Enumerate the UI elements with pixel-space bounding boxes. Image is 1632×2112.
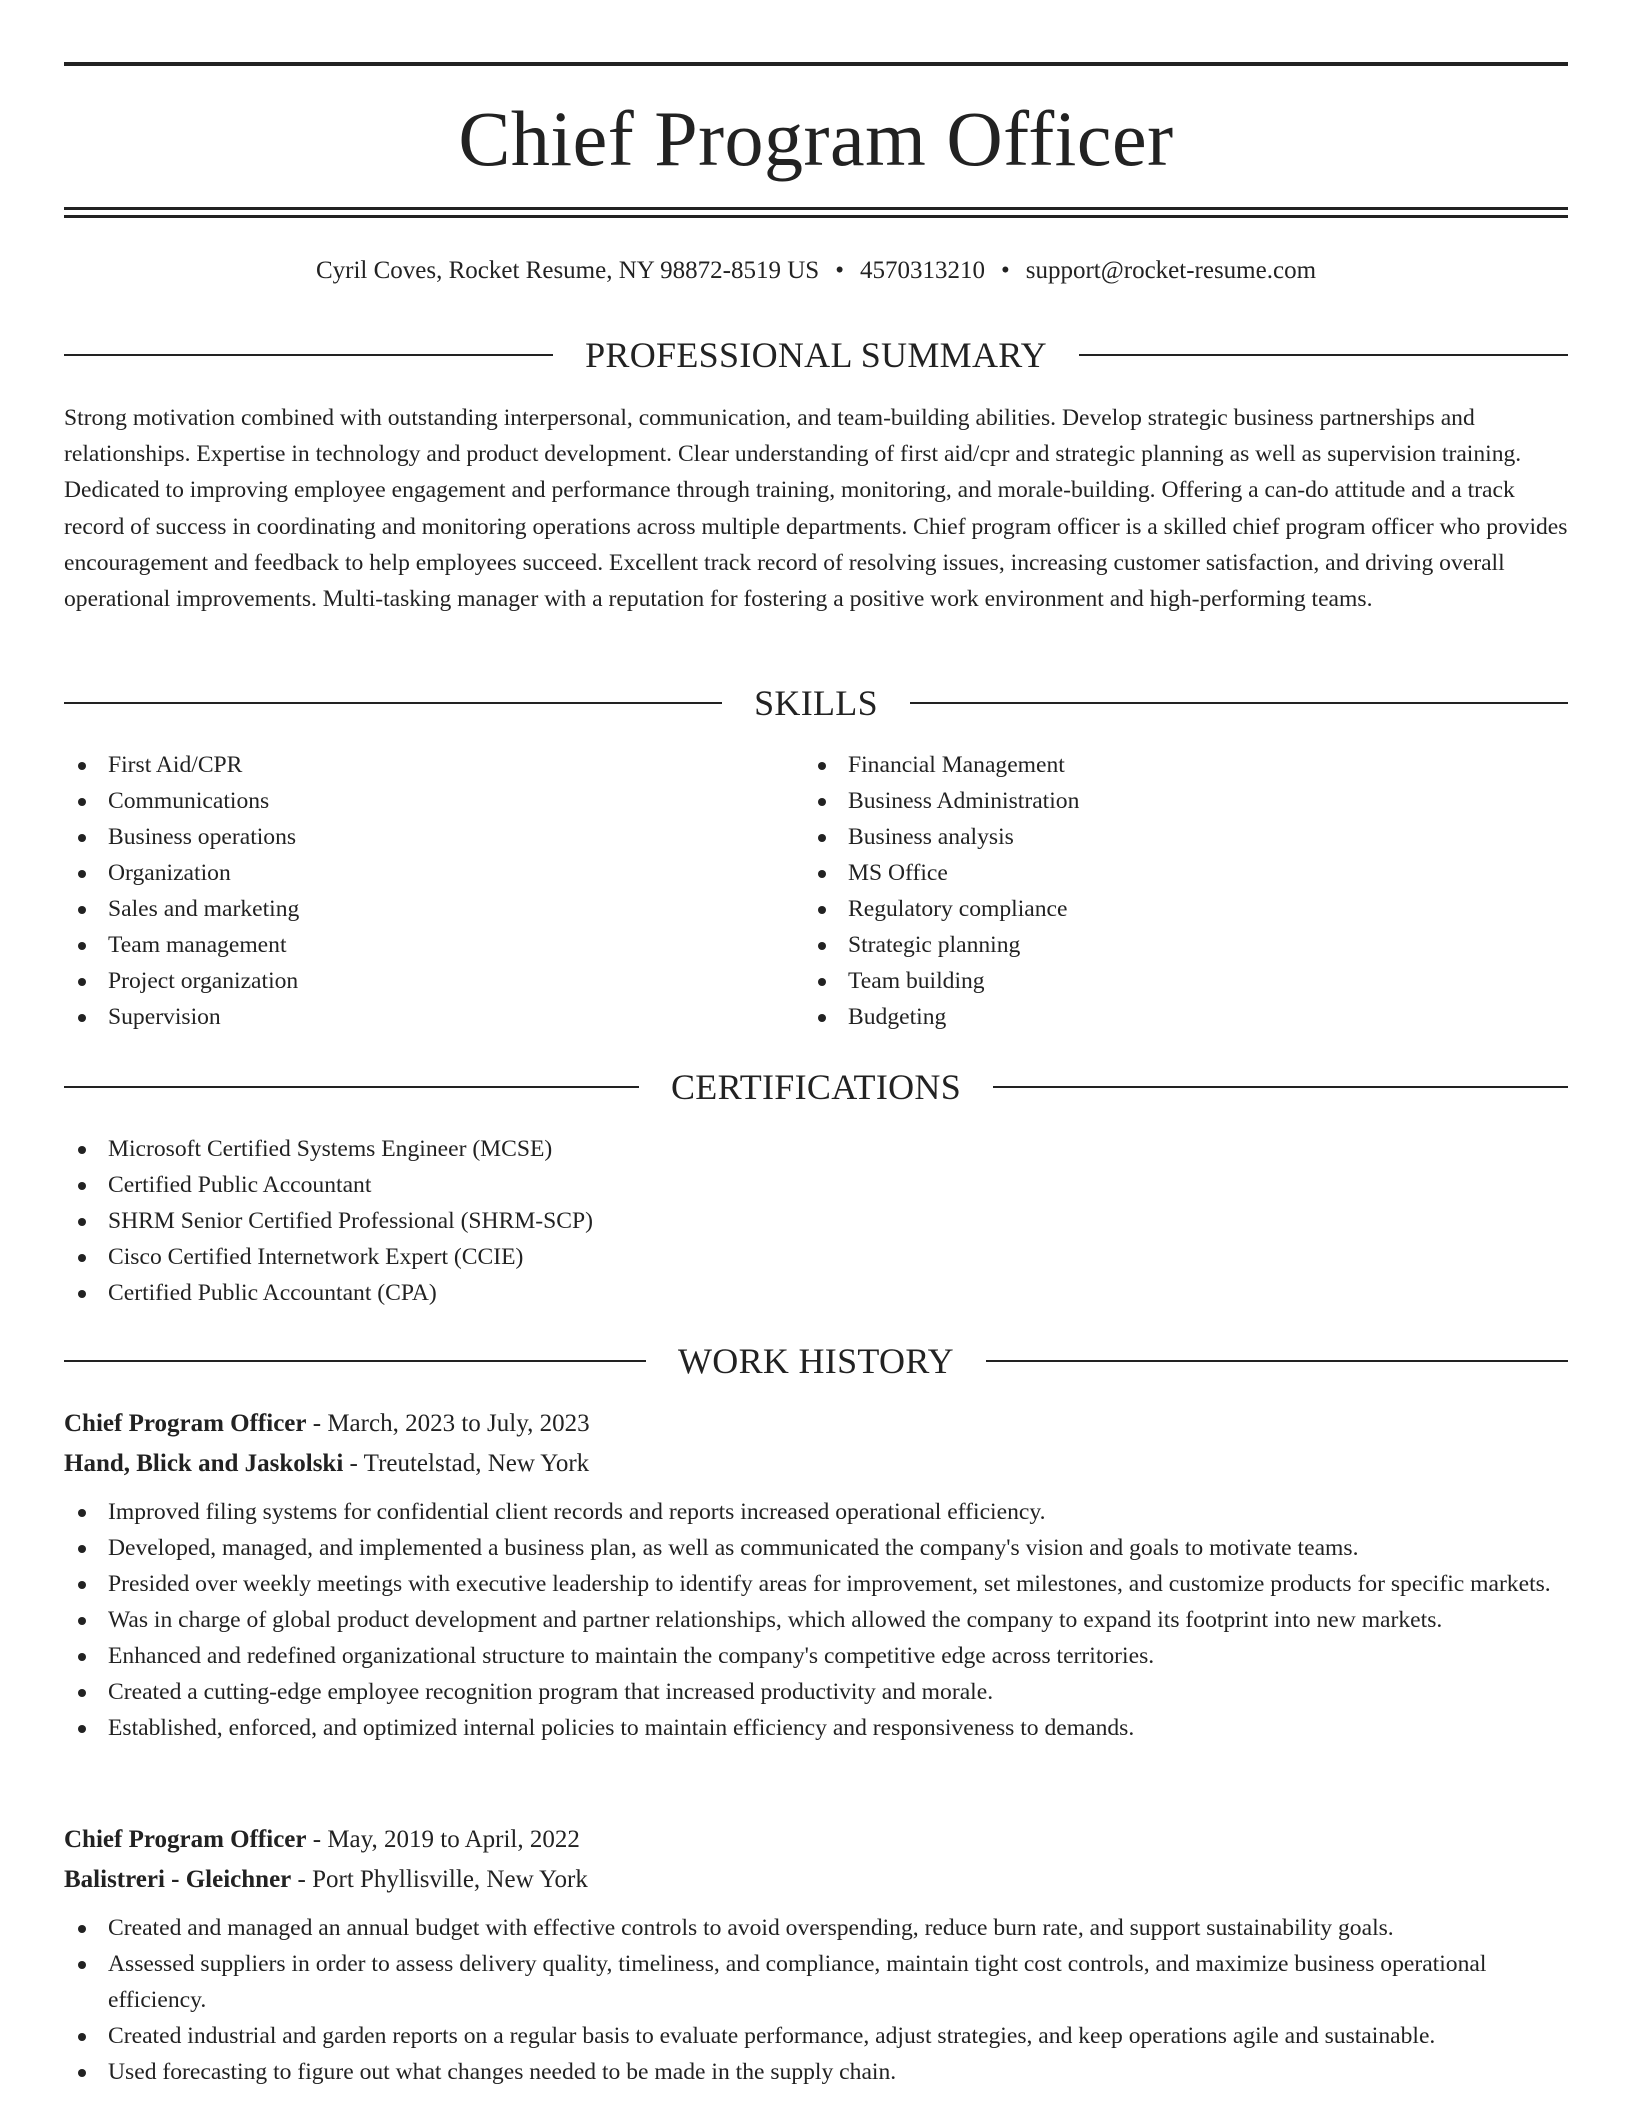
contact-address: Cyril Coves, Rocket Resume, NY 98872-8519 US — [315, 257, 820, 284]
certifications-list — [64, 1131, 1568, 1311]
job-entry — [64, 1820, 1568, 2090]
job-title-line: Chief Program Officer - March, 2023 to July, 2023 — [64, 1410, 590, 1437]
contact-phone: 4570313210 — [859, 257, 985, 284]
certification-item: Certified Public Accountant (CPA) — [64, 1275, 1568, 1311]
title-rule-upper — [64, 207, 1568, 210]
top-rule — [64, 62, 1568, 66]
job-bullet: Was in charge of global product development and partner relationships, which allowed the company to expand its footprint into new markets. — [64, 1602, 1568, 1638]
skill-item: Business operations — [64, 819, 804, 855]
skill-item: Financial Management — [804, 747, 1568, 783]
heading-rule — [1079, 354, 1568, 356]
job-company-line: Balistreri - Gleichner - Port Phyllisville, New York — [64, 1866, 588, 1893]
job-title: Chief Program Officer — [64, 1826, 307, 1853]
skill-item: Project organization — [64, 963, 804, 999]
job-location: Port Phyllisville, New York — [312, 1866, 588, 1893]
job-entry — [64, 1404, 1568, 1746]
job-bullet: Improved filing systems for confidential client records and reports increased operational efficiency. — [64, 1494, 1568, 1530]
skills-list-right — [804, 747, 1568, 1035]
certification-item: SHRM Senior Certified Professional (SHRM-SCP) — [64, 1203, 1568, 1239]
summary-section-heading — [64, 333, 1568, 377]
certification-item: Cisco Certified Internetwork Expert (CCIE) — [64, 1239, 1568, 1275]
job-bullets — [64, 1494, 1568, 1746]
skills-section-heading — [64, 681, 1568, 725]
resume-title: Chief Program Officer — [458, 95, 1174, 182]
skill-item: Strategic planning — [804, 927, 1568, 963]
job-title-line: Chief Program Officer - May, 2019 to April, 2022 — [64, 1826, 580, 1853]
heading-rule — [64, 702, 722, 704]
heading-rule — [64, 1360, 646, 1362]
summary-heading: PROFESSIONAL SUMMARY — [585, 335, 1047, 375]
skill-item: Team building — [804, 963, 1568, 999]
skill-item: Supervision — [64, 999, 804, 1035]
job-bullets — [64, 1910, 1568, 2090]
skill-item: Regulatory compliance — [804, 891, 1568, 927]
job-company-line: Hand, Blick and Jaskolski - Treutelstad, New York — [64, 1450, 590, 1477]
job-company: Hand, Blick and Jaskolski — [64, 1450, 344, 1477]
heading-rule — [910, 702, 1568, 704]
work-history-heading: WORK HISTORY — [678, 1341, 954, 1381]
certification-item: Microsoft Certified Systems Engineer (MCSE) — [64, 1131, 1568, 1167]
job-bullet: Used forecasting to figure out what changes needed to be made in the supply chain. — [64, 2054, 1568, 2090]
certifications-section-heading — [64, 1065, 1568, 1109]
work-history-section-heading — [64, 1339, 1568, 1383]
job-title: Chief Program Officer — [64, 1410, 307, 1437]
certification-item: Certified Public Accountant — [64, 1167, 1568, 1203]
title-rule-lower — [64, 215, 1568, 218]
skill-item: Business analysis — [804, 819, 1568, 855]
job-bullet: Enhanced and redefined organizational structure to maintain the company's competitive edge across territories. — [64, 1638, 1568, 1674]
skill-item: First Aid/CPR — [64, 747, 804, 783]
job-dates: March, 2023 to July, 2023 — [327, 1410, 590, 1437]
contact-email: support@rocket-resume.com — [1025, 257, 1317, 284]
job-bullet: Presided over weekly meetings with executive leadership to identify areas for improvement, set milestones, and customize products for specific markets. — [64, 1566, 1568, 1602]
skill-item: Budgeting — [804, 999, 1568, 1035]
skill-item: Communications — [64, 783, 804, 819]
job-bullet: Assessed suppliers in order to assess delivery quality, timeliness, and compliance, maintain tight cost controls, and maximize business operational efficiency. — [64, 1946, 1568, 2018]
job-bullet: Created industrial and garden reports on a regular basis to evaluate performance, adjust strategies, and keep operations agile and sustainable. — [64, 2018, 1568, 2054]
heading-rule — [986, 1360, 1568, 1362]
contact-line — [64, 254, 1568, 288]
certifications-heading: CERTIFICATIONS — [670, 1067, 962, 1107]
skills-list-left — [64, 747, 804, 1035]
skill-item: Business Administration — [804, 783, 1568, 819]
job-bullet: Created a cutting-edge employee recognition program that increased productivity and morale. — [64, 1674, 1568, 1710]
job-dates: May, 2019 to April, 2022 — [327, 1826, 580, 1853]
skill-item: Sales and marketing — [64, 891, 804, 927]
job-bullet: Established, enforced, and optimized internal policies to maintain efficiency and responsiveness to demands. — [64, 1710, 1568, 1746]
skills-heading: SKILLS — [754, 683, 878, 723]
heading-rule — [993, 1086, 1568, 1088]
job-bullet: Developed, managed, and implemented a business plan, as well as communicated the company's vision and goals to motivate teams. — [64, 1530, 1568, 1566]
job-company: Balistreri - Gleichner — [64, 1866, 292, 1893]
skill-item: MS Office — [804, 855, 1568, 891]
contact-separator: • — [1000, 257, 1010, 284]
summary-text: Strong motivation combined with outstanding interpersonal, communication, and team-building abilities. Develop strategic business partnerships and relationships. Expertise in technology and product development. Clear understanding of first aid/cpr and strategic planning as well as supervision training. Dedicated to improving employee engagement and performance through training, monitoring, and morale-building. Offering a can-do attitude and a track record of success in coordinating and monitoring operations across multiple departments. Chief program officer is a skilled chief program officer who provides encouragement and feedback to help employees succeed. Excellent track record of resolving issues, increasing customer satisfaction, and driving overall operational improvements. Multi-tasking manager with a reputation for fostering a positive work environment and high-performing teams. — [64, 405, 1568, 613]
skill-item: Organization — [64, 855, 804, 891]
contact-separator: • — [835, 257, 844, 284]
job-bullet: Created and managed an annual budget with effective controls to avoid overspending, reduce burn rate, and support sustainability goals. — [64, 1910, 1568, 1946]
heading-rule — [64, 1086, 639, 1088]
skill-item: Team management — [64, 927, 804, 963]
heading-rule — [64, 354, 553, 356]
job-location: Treutelstad, New York — [363, 1450, 590, 1477]
